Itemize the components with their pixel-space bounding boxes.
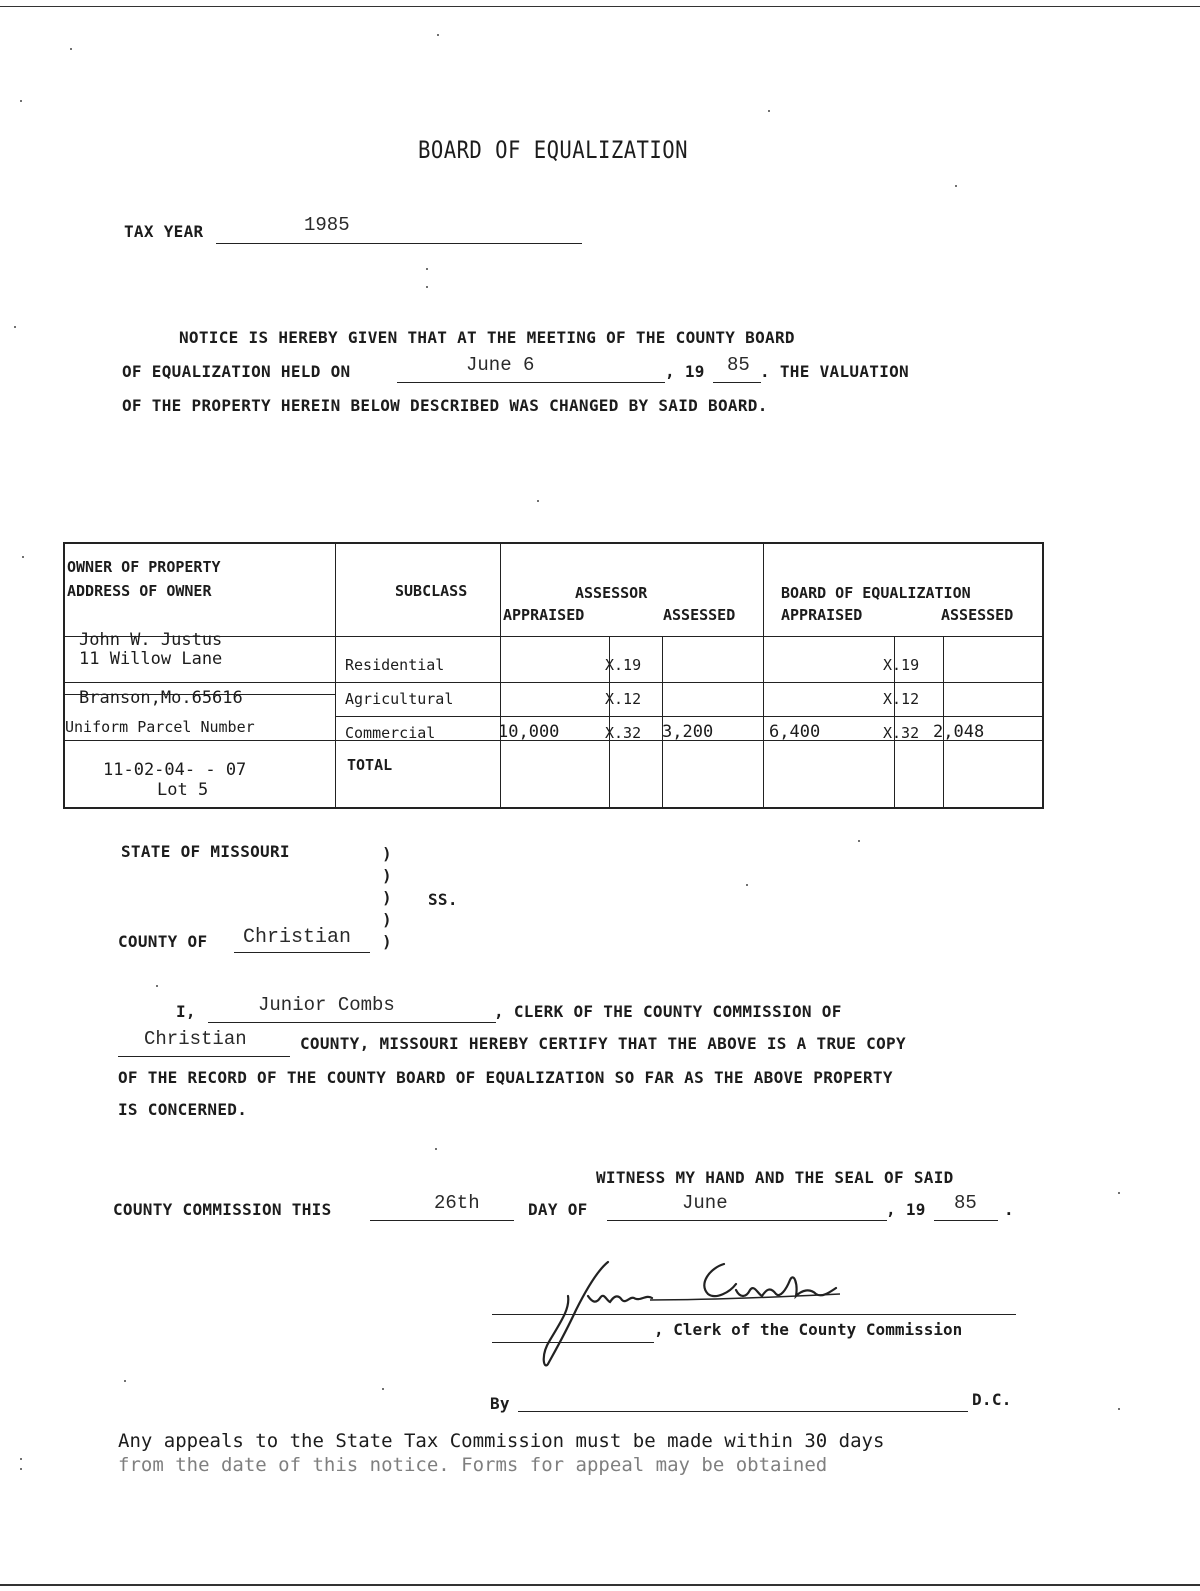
cert-clerk-underline [208,1022,496,1023]
scan-speck [426,268,428,270]
header-board: BOARD OF EQUALIZATION [781,584,971,602]
by-underline [518,1411,968,1412]
notice-line-2-prefix: OF EQUALIZATION HELD ON [122,362,351,381]
venue-paren-4: ) [382,910,392,929]
signature-title: , Clerk of the County Commission [654,1320,963,1339]
header-owner: OWNER OF PROPERTY [67,558,221,576]
scan-speck [1118,1408,1120,1410]
row-agricultural-assessor-rate: X.12 [605,690,642,708]
witness-year-prefix: , 19 [886,1200,926,1219]
notice-year-prefix: , 19 [665,362,705,381]
row-residential-subclass: Residential [345,656,445,674]
row-commercial-assessor-rate: X.32 [605,724,642,742]
header-address: ADDRESS OF OWNER [67,582,212,600]
witness-year: 85 [954,1192,977,1214]
scan-speck [124,1380,126,1382]
parcel-number: 11-02-04- - 07 [103,760,247,780]
held-on-underline [397,382,665,383]
parcel-lot: Lot 5 [157,780,209,800]
scan-speck [437,34,439,36]
scan-speck [955,185,957,187]
scan-speck [14,326,16,328]
owner-street: 11 Willow Lane [79,649,223,669]
cert-line-3: OF THE RECORD OF THE COUNTY BOARD OF EQUALIZATION SO FAR AS THE ABOVE PROPERTY [118,1068,893,1087]
witness-prefix: COUNTY COMMISSION THIS [113,1200,332,1219]
venue-paren-3: ) [382,888,392,907]
venue-ss: SS. [428,890,458,909]
venue-county-label: COUNTY OF [118,932,208,951]
witness-day-of: DAY OF [528,1200,588,1219]
notice-line-1: NOTICE IS HEREBY GIVEN THAT AT THE MEETING OF THE COUNTY BOARD [179,328,795,347]
page-title: BOARD OF EQUALIZATION [418,136,688,164]
witness-day-underline [370,1220,514,1221]
clerk-signature [540,1260,860,1370]
bottom-edge-line [0,1584,1200,1586]
scan-speck [70,48,72,50]
row-commercial-assessor-appraised: 10,000 [498,722,560,742]
scan-speck [768,110,770,112]
notice-year-underline [713,382,761,383]
row-commercial-board-appraised: 6,400 [769,722,821,742]
row-agricultural-subclass: Agricultural [345,690,454,708]
notice-line-2-suffix: . THE VALUATION [760,362,909,381]
cert-line-2-suffix: COUNTY, MISSOURI HEREBY CERTIFY THAT THE ABOVE IS A TRUE COPY [300,1034,906,1053]
header-board-assessed: ASSESSED [941,606,1014,624]
owner-city: Branson,Mo.65616 [79,688,243,708]
scan-speck [20,1468,22,1470]
witness-month: June [682,1192,728,1214]
witness-end: . [1004,1200,1014,1219]
scan-speck [746,884,748,886]
row-commercial-board-assessed: 2,048 [933,722,985,742]
by-label: By [490,1394,510,1413]
row-commercial-board-rate: X.32 [883,724,920,742]
scan-speck [20,1458,22,1460]
tax-year-label: TAX YEAR [124,222,204,241]
appeals-line-2: from the date of this notice. Forms for appeal may be obtained [118,1454,828,1476]
scan-speck [435,1148,437,1150]
venue-paren-2: ) [382,866,392,885]
row-agricultural-board-rate: X.12 [883,690,920,708]
header-assessor: ASSESSOR [575,584,648,602]
scan-speck [20,100,22,102]
row-commercial-subclass: Commercial [345,724,436,742]
scan-speck [156,985,158,987]
scan-speck [382,1388,384,1390]
row-commercial-assessor-assessed: 3,200 [662,722,714,742]
scan-speck [22,556,24,558]
cert-line-4: IS CONCERNED. [118,1100,248,1119]
row-total-subclass: TOTAL [347,756,393,774]
witness-year-underline [934,1220,998,1221]
venue-paren-1: ) [382,844,392,863]
parcel-label: Uniform Parcel Number [65,718,255,736]
witness-day: 26th [434,1192,480,1214]
header-subclass: SUBCLASS [395,582,468,600]
owner-name: John W. Justus [79,630,223,650]
cert-county-underline [118,1056,290,1057]
tax-year-underline [216,243,582,244]
cert-line-1-suffix: , CLERK OF THE COUNTY COMMISSION OF [494,1002,842,1021]
row-residential-board-rate: X.19 [883,656,920,674]
valuation-table [63,542,1044,809]
appeals-line-1: Any appeals to the State Tax Commission must be made within 30 days [118,1430,885,1452]
witness-month-underline [607,1220,887,1221]
notice-year-value: 85 [727,354,750,376]
signature-line-bottom [492,1342,654,1343]
row-residential-assessor-rate: X.19 [605,656,642,674]
cert-clerk-name: Junior Combs [258,994,395,1016]
cert-i-label: I, [176,1002,196,1021]
tax-year-value: 1985 [304,214,350,236]
scan-speck [1118,1192,1120,1194]
header-assessor-assessed: ASSESSED [663,606,736,624]
scan-speck [537,500,539,502]
dc-label: D.C. [972,1390,1012,1409]
held-on-value: June 6 [466,354,535,376]
scan-speck [426,286,428,288]
witness-line-1: WITNESS MY HAND AND THE SEAL OF SAID [596,1168,954,1187]
venue-state: STATE OF MISSOURI [121,842,290,861]
top-edge-line [0,6,1200,7]
scan-speck [858,840,860,842]
signature-line-top [492,1314,1016,1315]
cert-county-value: Christian [144,1028,247,1050]
header-assessor-appraised: APPRAISED [503,606,585,624]
venue-county-underline [234,952,370,953]
venue-county-value: Christian [243,926,352,949]
notice-line-3: OF THE PROPERTY HEREIN BELOW DESCRIBED WAS CHANGED BY SAID BOARD. [122,396,768,415]
header-board-appraised: APPRAISED [781,606,863,624]
venue-paren-5: ) [382,932,392,951]
